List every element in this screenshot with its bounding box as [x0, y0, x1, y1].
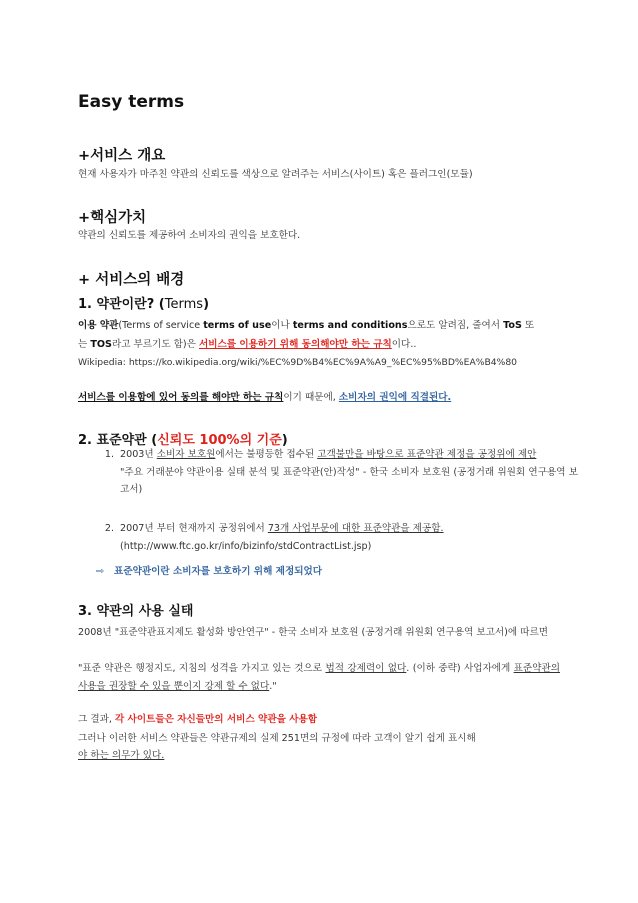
list-item-2-text: 2007년 부터 현재까지 공정위에서 73개 사업부문에 대한 표준약관을 제공함. (http://www.ftc.go.kr/info/bizinfo/stdContractList.jsp)	[120, 523, 444, 552]
arrow-icon: ⇨	[96, 566, 105, 577]
section2-conclusion: ⇨ 표준약관이란 소비자를 보호하기 위해 제정되었다	[96, 566, 323, 577]
core-value-text: 약관의 신뢰도를 제공하여 소비자의 권익을 보호한다.	[78, 230, 301, 241]
section3-paragraph: 2008년 "표준약관표지제도 활성화 방안연구" - 한국 소비자 보호원 (공정거래 위원회 연구용역 보고서)에 따르면	[78, 627, 549, 638]
terms-definition-line2: 는 TOS라고 부르기도 함)은 서비스를 이용하기 위해 동의해야만 하는 규칙이다..	[78, 339, 417, 350]
document-title: Easy terms	[78, 92, 185, 112]
result-line-1: 그 결과, 각 사이트들은 자신들만의 서비스 약관을 사용함	[78, 714, 318, 725]
list-item-1-quote: "주요 거래분야 약관이용 실태 분석 및 표준약관(안)작성" - 한국 소비자 보호원 (공정거래 위원회 연구용역 보고서)	[120, 466, 578, 495]
list-item-1: 1. 2003년 소비자 보호원에서는 불평등한 접수된 고객불만을 바탕으로 표준약관 제정을 공정위에 제안 "주요 거래분야 약관이용 실태 분석 및 표준약관(안)작성" - 한국 소비자 보호원 (공정거래 위원회 연구용역 보고서)	[92, 446, 560, 516]
list-item-2: 2. 2007년 부터 현재까지 공정위에서 73개 사업부문에 대한 표준약관을 제공함. (http://www.ftc.go.kr/info/bizinfo/stdContractList.jsp)	[92, 520, 560, 556]
list-item-1-text: 2003년 소비자 보호원에서는 불평등한 접수된 고객불만을 바탕으로 표준약관 제정을 공정위에 제안 "주요 거래분야 약관이용 실태 분석 및 표준약관(안)작성" - 한국 소비자 보호원 (공정거래 위원회 연구용역 보고서)	[120, 449, 578, 495]
background-heading: + 서비스의 배경	[78, 272, 185, 288]
overview-heading: +서비스 개요	[78, 148, 166, 164]
section1-heading: 1. 약관이란? (Terms)	[78, 297, 210, 312]
section2-heading: 2. 표준약관 (신뢰도 100%의 기준)	[78, 433, 288, 448]
core-value-heading: +핵심가치	[78, 210, 147, 226]
wikipedia-source: Wikipedia: https://ko.wikipedia.org/wiki/%EC%9D%B4%EC%9A%A9_%EC%95%BD%EA%B4%80	[78, 357, 518, 368]
list-item-2-url: (http://www.ftc.go.kr/info/bizinfo/stdContractList.jsp)	[120, 540, 372, 552]
section3-heading: 3. 약관의 사용 실태	[78, 604, 194, 619]
overview-text: 현재 사용자가 마주친 약관의 신뢰도를 색상으로 알려주는 서비스(사이트) 혹은 플러그인(모듈)	[78, 169, 473, 180]
section3-quote: "표준 약관은 행정지도, 지침의 성격을 가지고 있는 것으로 법적 강제력이 없다. (이하 중략) 사업자에게 표준약관의 사용을 권장할 수 있을 뿐이지 강제 할 수 없다."	[78, 663, 560, 692]
section1-summary: 서비스를 이용함에 있어 동의를 해야만 하는 규칙이기 때문에, 소비자의 권익에 직결된다.	[78, 392, 452, 403]
terms-definition-line1: 이용 약관(Terms of service terms of use이나 terms and conditions으로도 알려짐, 줄여서 ToS 또	[78, 320, 535, 331]
result-line-2: 그러나 이러한 서비스 약관들은 약관규제의 실제 251면의 규정에 따라 고객이 알기 쉽게 표시해	[78, 733, 476, 744]
result-line-3: 야 하는 의무가 있다.	[78, 750, 165, 761]
